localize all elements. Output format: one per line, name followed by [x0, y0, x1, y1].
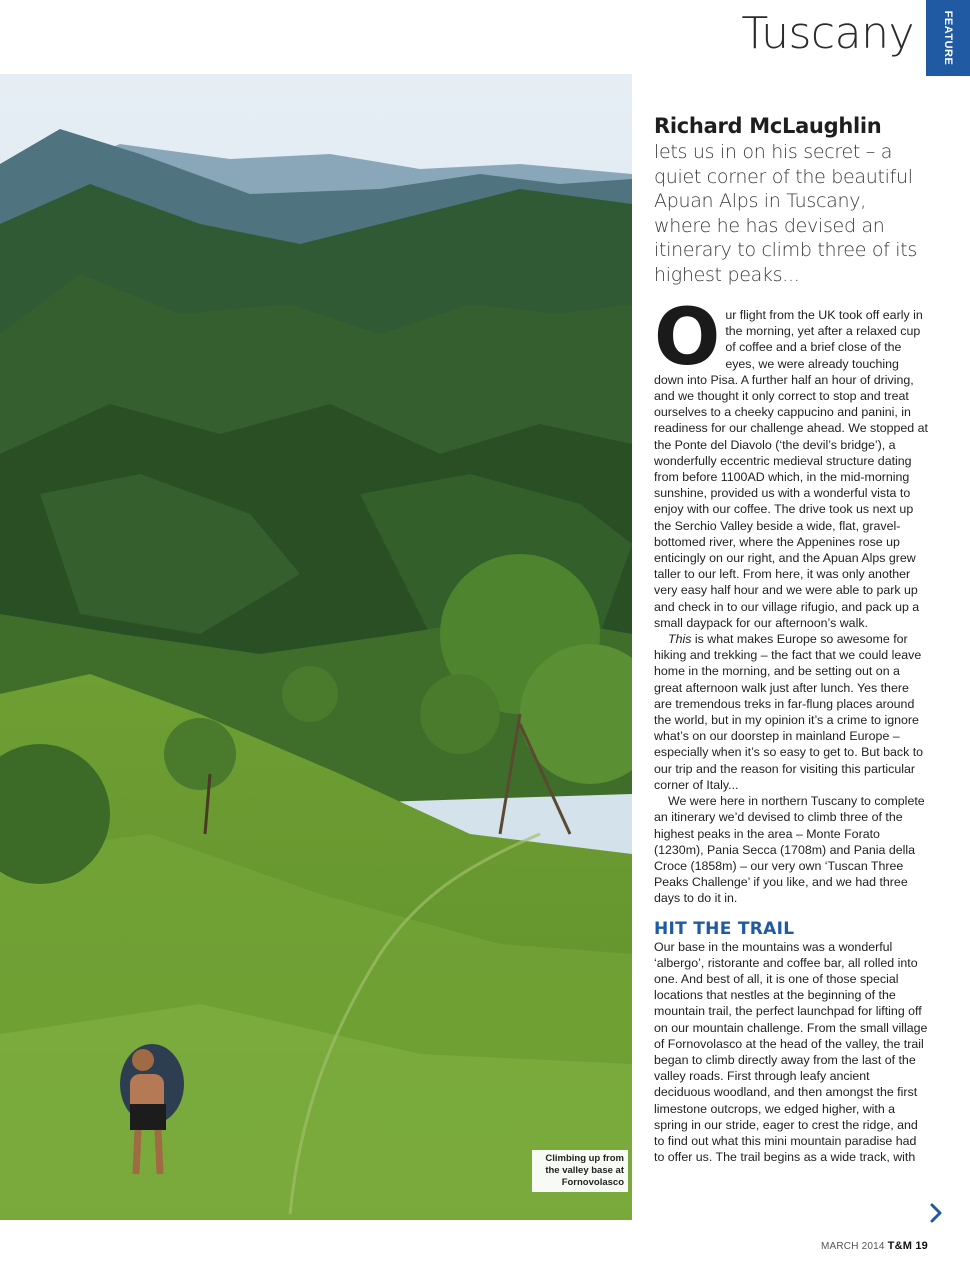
chevron-right-icon[interactable] [928, 1203, 944, 1223]
drop-cap: O [654, 293, 721, 383]
author-name: Richard McLaughlin [654, 114, 882, 138]
paragraph-3: We were here in northern Tuscany to complete an itinerary we’d devised to climb three of the highest peaks in the area – Monte Forato (1230m), Pania Secca (1708m) and Pania della Croce (1858m) – our very own ‘Tuscan Three Peaks Challenge’ if you like, and we had three days to do it in. [654, 794, 925, 906]
paragraph-2 [654, 631, 928, 793]
issue-date: MARCH 2014 [820, 1241, 885, 1252]
page-folio: T&M 19 [887, 1240, 928, 1252]
standfirst: lets us in on his secret – a quiet corner of the beautiful Apuan Alps in Tuscany, where he has devised an itinerary to climb three of its highest peaks... [654, 141, 917, 286]
article-column [654, 114, 928, 1165]
hero-photo [0, 74, 632, 1220]
page-footer [821, 1240, 928, 1252]
section-title: Tuscany [741, 8, 914, 59]
paragraph-2-text: is what makes Europe so awesome for hiking and trekking – the fact that we could leave home in the morning, and be setting out on a great afternoon walk just after lunch. Yes there are tremendous treks in far-flung places around the world, but in my opinion it’s a crime to ignore what’s on our doorstep in mainland Europe – especially when it’s so easy to get to. But back to our trip and the reason for visiting this particular corner of Italy... [654, 632, 924, 792]
paragraph-1 [654, 293, 928, 631]
paragraph-4: Our base in the mountains was a wonderful ‘albergo’, ristorante and coffee bar, all rolled into one. And best of all, it is one of those special locations that nestles at the beginning of the mountain trail, the perfect launchpad for lifting off on our mountain challenge. From the small village of Fornovolasco at the head of the valley, the trail began to climb directly away from the last of the valley roads. First through leafy ancient deciduous woodland, and then amongst the first limestone outcrops, we edged higher, with a spring in our stride, eager to crest the ridge, and to find out what this mini mountain paradise had to offer us. The trail begins as a wide track, with [654, 939, 928, 1165]
feature-tab [926, 0, 970, 76]
subheading: HIT THE TRAIL [654, 918, 795, 939]
feature-tab-label: FEATURE [942, 10, 954, 66]
photo-caption: Climbing up from the valley base at Fornovolasco [532, 1150, 628, 1192]
paragraph-2-emphasis: This [668, 632, 692, 647]
article-body [654, 293, 928, 907]
paragraph-1-text: ur flight from the UK took off early in the morning, yet after a relaxed cup of coffee and a brief close of the eyes, we were already touching down into Pisa. A further half an hour of driving, and we thought it only correct to stop and treat ourselves to a cheeky cappucino and panini, in readiness for our challenge ahead. We stopped at the Ponte del Diavolo (‘the devil’s bridge’), a wonderfully eccentric medieval structure dating from before 1100AD which, in the mid-morning sunshine, provided us with a wonderful vista to enjoy with our coffee. The drive took us next up the Serchio Valley beside a wide, flat, gravel-bottomed river, where the Appenines rose up enticingly on our right, and the Apuan Alps grew taller to our left. From here, it was only another very easy half hour and we were able to park up and check in to our village rifugio, and pack up a small daypack for our afternoon’s walk. [654, 308, 928, 630]
